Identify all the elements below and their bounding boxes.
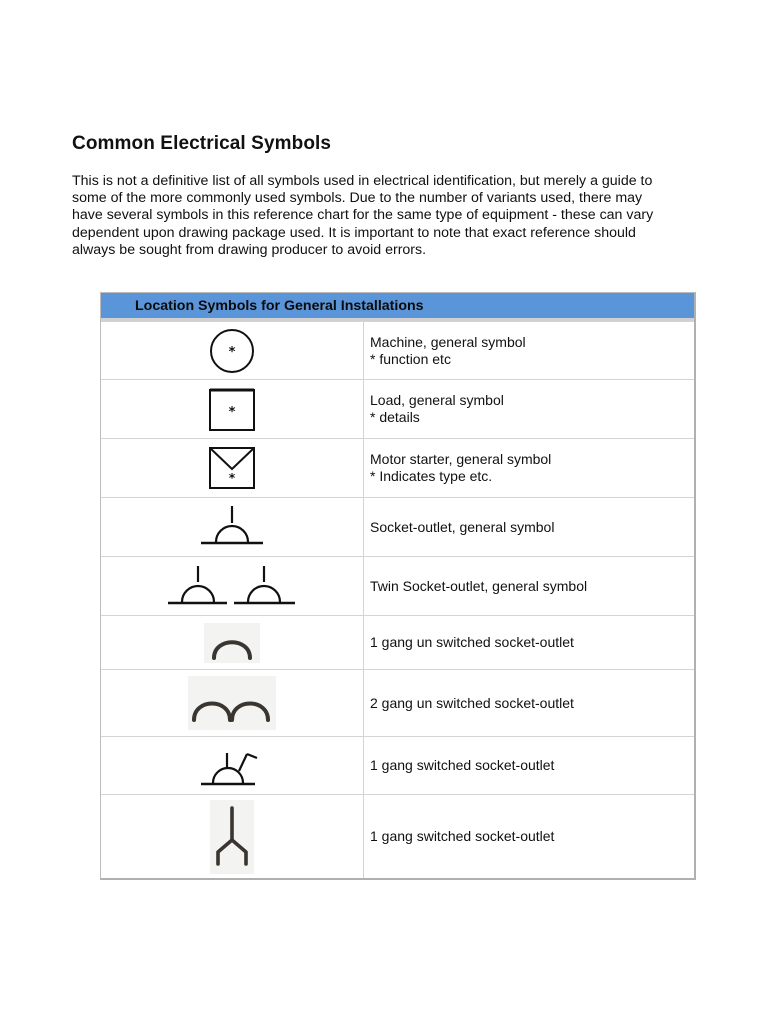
description-cell — [364, 379, 694, 438]
symbol-cell — [101, 794, 364, 878]
table-row — [101, 615, 694, 669]
description-cell — [364, 615, 694, 669]
load-square-icon — [207, 386, 257, 432]
description-text: 1 gang switched socket-outlet — [370, 757, 555, 773]
symbol-cell — [101, 615, 364, 669]
machine-circle-icon — [207, 327, 257, 375]
twin-socket-outlet-icon — [167, 562, 297, 610]
table-header-row — [101, 293, 694, 321]
description-cell — [364, 736, 694, 794]
symbol-cell — [101, 321, 364, 379]
page-title: Common Electrical Symbols — [72, 133, 332, 154]
motor-starter-icon — [207, 445, 257, 491]
svg-text:*: * — [228, 471, 236, 485]
symbols-table — [100, 292, 696, 880]
description-note: * function etc — [370, 350, 451, 367]
one-gang-arc-icon — [204, 623, 260, 663]
two-gang-arc-icon — [188, 676, 276, 730]
description-note: * Indicates type etc. — [370, 468, 493, 484]
table-row — [101, 497, 694, 556]
table-row — [101, 438, 694, 497]
description-text: 2 gang un switched socket-outlet — [370, 694, 574, 711]
description-text: Motor starter, general symbol — [370, 451, 552, 467]
y-fork-icon — [210, 800, 254, 874]
table-row — [101, 669, 694, 736]
description-text: Machine, general symbol — [370, 333, 526, 350]
table-header: Location Symbols for General Installations — [101, 293, 694, 321]
svg-text:*: * — [228, 405, 236, 420]
table-row — [101, 321, 694, 379]
switched-socket-icon — [199, 743, 265, 789]
description-text: Twin Socket-outlet, general symbol — [370, 577, 588, 594]
description-note: * details — [370, 409, 420, 425]
table-row — [101, 556, 694, 615]
description-cell — [364, 497, 694, 556]
description-text: 1 gang un switched socket-outlet — [370, 634, 574, 650]
table-row — [101, 379, 694, 438]
intro-paragraph: This is not a definitive list of all symbols used in electrical identification, but merely a guide to some of the more commonly used symbols. Due to the number of variants used, there may have several symbols in this reference chart for the same type of equipment - these can vary dependent upon drawing package used. It is important to note that exact reference should always be sought from drawing producer to avoid errors. — [72, 173, 654, 258]
description-text: Socket-outlet, general symbol — [370, 518, 555, 535]
description-cell — [364, 321, 694, 379]
description-cell — [364, 438, 694, 497]
description-cell — [364, 794, 694, 878]
symbol-cell — [101, 736, 364, 794]
socket-outlet-icon — [199, 504, 265, 550]
symbol-cell — [101, 497, 364, 556]
symbol-cell — [101, 438, 364, 497]
table-row — [101, 794, 694, 878]
symbol-cell — [101, 556, 364, 615]
svg-text:*: * — [228, 344, 236, 360]
description-text: 1 gang switched socket-outlet — [370, 828, 555, 844]
description-text: Load, general symbol — [370, 392, 504, 408]
description-cell — [364, 556, 694, 615]
table-row — [101, 736, 694, 794]
symbol-cell — [101, 669, 364, 736]
symbol-cell — [101, 379, 364, 438]
description-cell — [364, 669, 694, 736]
